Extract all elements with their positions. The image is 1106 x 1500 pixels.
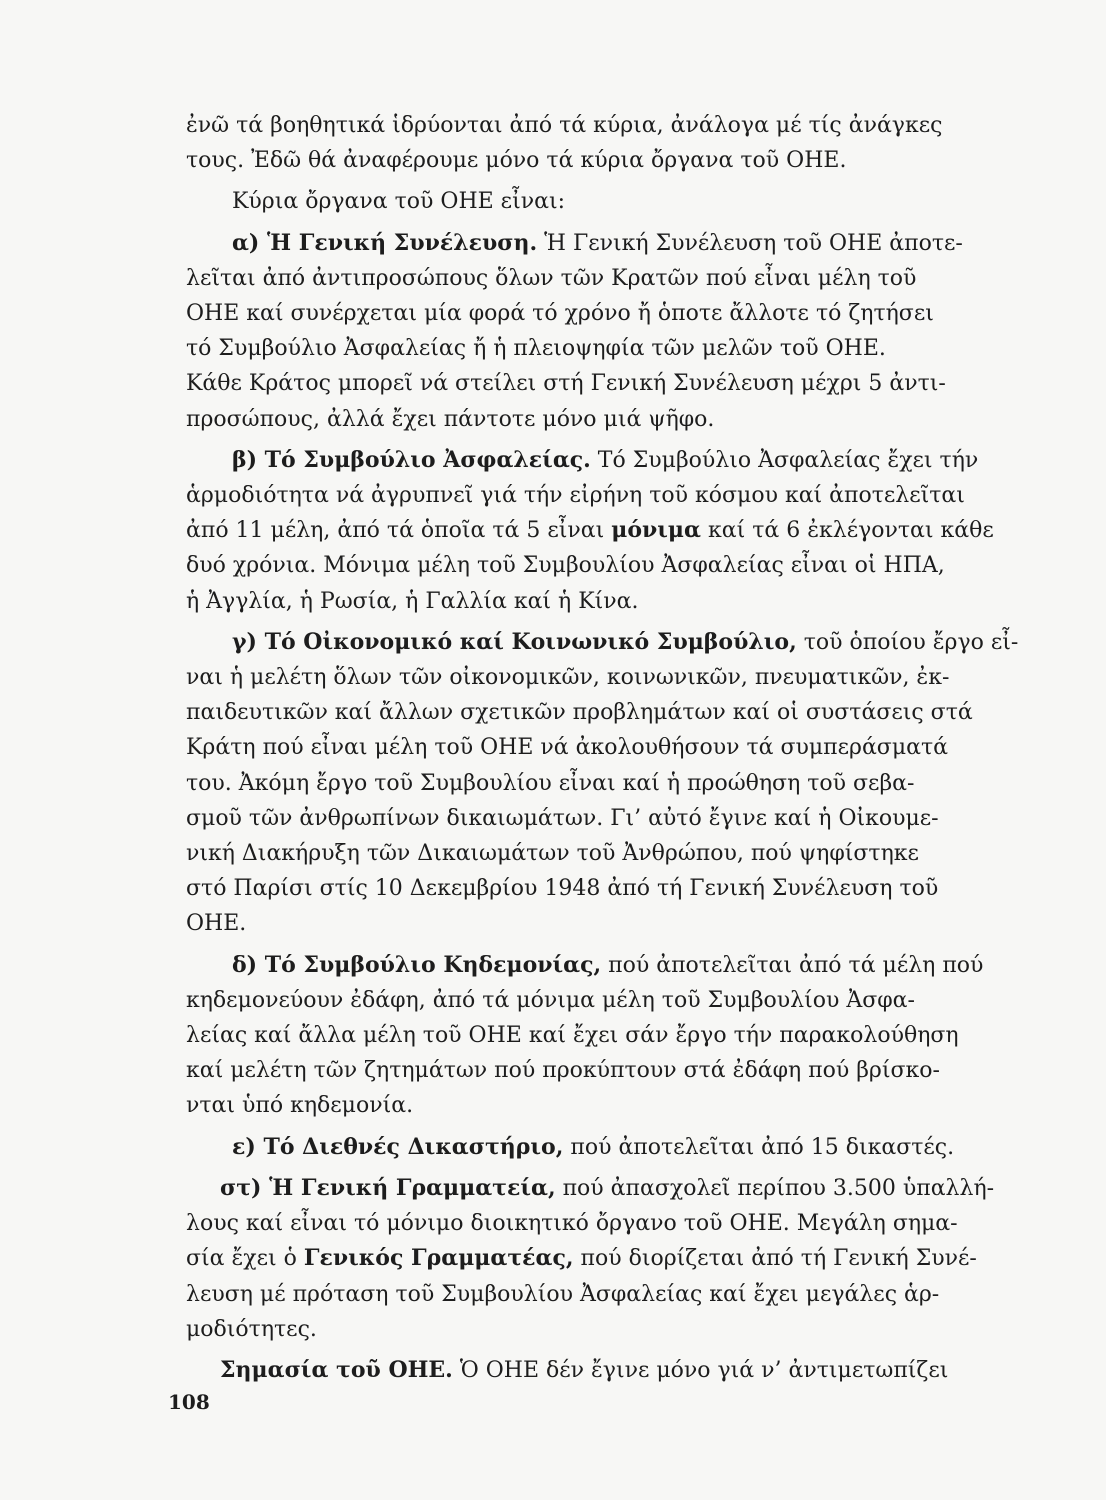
body-text (186, 108, 1026, 1388)
section-heading: Σημασία τοῦ ΟΗΕ. (220, 1356, 453, 1383)
text-line: σμοῦ τῶν ἀνθρωπίνων δικαιωμάτων. Γι’ αὐτό ἔγινε καί ἡ Οἰκουμε- (186, 805, 939, 831)
text-run: τοῦ ὁποίου ἔργο εἶ- (796, 629, 1019, 655)
text-run: πού διορίζεται ἀπό τή Γενική Συνέ- (573, 1246, 977, 1272)
text-line (186, 948, 1026, 983)
text-line: ΟΗΕ. (186, 911, 247, 937)
section-heading: α) Ἡ Γενική Συνέλευση. (232, 229, 538, 256)
text-line: καί μελέτη τῶν ζητημάτων πού προκύπτουν στά ἐδάφη πού βρίσκο- (186, 1058, 940, 1084)
text-line: ἡ Ἀγγλία, ἡ Ρωσία, ἡ Γαλλία καί ἡ Κίνα. (186, 588, 639, 614)
text-line: ἁρμοδιότητα νά ἀγρυπνεῖ γιά τήν εἰρήνη τοῦ κόσμου καί ἀποτελεῖται (186, 483, 965, 509)
text-line: δυό χρόνια. Μόνιμα μέλη τοῦ Συμβουλίου Ἀσφαλείας εἶναι οἱ ΗΠΑ, (186, 553, 945, 579)
text-line: τό Συμβούλιο Ἀσφαλείας ἤ ἡ πλειοψηφία τῶν μελῶν τοῦ ΟΗΕ. (186, 336, 886, 362)
section-heading: στ) Ἡ Γενική Γραμματεία, (220, 1174, 556, 1201)
text-run: πού ἀποτελεῖται ἀπό 15 δικαστές. (563, 1134, 955, 1160)
text-line: ναι ἡ μελέτη ὅλων τῶν οἰκονομικῶν, κοινωνικῶν, πνευματικῶν, ἐκ- (186, 665, 950, 691)
text-run: πού ἀποτελεῖται ἀπό τά μέλη πού (601, 952, 984, 978)
section-heading: δ) Τό Συμβούλιο Κηδεμονίας, (232, 951, 602, 978)
text-line: ἐνῶ τά βοηθητικά ἱδρύονται ἀπό τά κύρια, ἀνάλογα μέ τίς ἀνάγκες (186, 113, 943, 138)
text-line: στό Παρίσι στίς 10 Δεκεμβρίου 1948 ἀπό τή Γενική Συνέλευση τοῦ (186, 876, 939, 902)
text-line (186, 1241, 1026, 1276)
text-line (186, 226, 1026, 261)
text-line: νται ὑπό κηδεμονία. (186, 1093, 414, 1119)
text-line: μοδιότητες. (186, 1316, 317, 1342)
text-line (186, 1130, 1026, 1165)
text-run: Ὁ ΟΗΕ δέν ἔγινε μόνο γιά ν’ ἀντιμετωπίζει (452, 1357, 949, 1383)
text-line: τους. Ἐδῶ θά ἀναφέρουμε μόνο τά κύρια ὄργανα τοῦ ΟΗΕ. (186, 148, 847, 174)
text-line: του. Ἀκόμη ἔργο τοῦ Συμβουλίου εἶναι καί ἡ προώθηση τοῦ σεβα- (186, 770, 915, 796)
section-heading: γ) Τό Οἰκονομικό καί Κοινωνικό Συμβούλιο, (232, 628, 797, 655)
text-line (186, 1171, 1026, 1206)
section-heading: β) Τό Συμβούλιο Ἀσφαλείας. (232, 446, 591, 473)
text-line: λεῖται ἀπό ἀντιπροσώπους ὅλων τῶν Κρατῶν πού εἶναι μέλη τοῦ (186, 265, 917, 291)
page-number: 108 (168, 1390, 210, 1414)
text-line (186, 1353, 1026, 1388)
text-run: Ἡ Γενική Συνέλευση τοῦ ΟΗΕ ἀποτε- (537, 230, 963, 256)
text-run: ἀπό 11 μέλη, ἀπό τά ὁποῖα τά 5 εἶναι (186, 518, 605, 544)
text-line: ΟΗΕ καί συνέρχεται μία φορά τό χρόνο ἤ ὁποτε ἄλλοτε τό ζητήσει (186, 301, 934, 327)
text-line: Κύρια ὄργανα τοῦ ΟΗΕ εἶναι: (232, 189, 565, 215)
bold-term: Γενικός Γραμματέας, (303, 1245, 574, 1272)
text-line (186, 513, 1026, 548)
text-run: Τό Συμβούλιο Ἀσφαλείας ἔχει τήν (590, 447, 979, 473)
text-run: σία ἔχει ὁ (186, 1246, 297, 1272)
text-line: κηδεμονεύουν ἐδάφη, ἀπό τά μόνιμα μέλη τοῦ Συμβουλίου Ἀσφα- (186, 987, 915, 1013)
text-line: Κάθε Κράτος μπορεῖ νά στείλει στή Γενική Συνέλευση μέχρι 5 ἀντι- (186, 371, 946, 397)
text-run: πού ἀπασχολεῖ περίπου 3.500 ὑπαλλή- (555, 1175, 995, 1201)
text-line: λευση μέ πρόταση τοῦ Συμβουλίου Ἀσφαλείας καί ἔχει μεγάλες ἁρ- (186, 1281, 940, 1307)
text-line: παιδευτικῶν καί ἄλλων σχετικῶν προβλημάτων καί οἱ συστάσεις στά (186, 700, 973, 726)
section-heading: ε) Τό Διεθνές Δικαστήριο, (232, 1133, 564, 1160)
text-run: καί τά 6 ἐκλέγονται κάθε (700, 518, 994, 544)
text-line (186, 625, 1026, 660)
text-line: Κράτη πού εἶναι μέλη τοῦ ΟΗΕ νά ἀκολουθήσουν τά συμπεράσματά (186, 735, 949, 761)
text-line: προσώπους, ἀλλά ἔχει πάντοτε μόνο μιά ψῆφο. (186, 406, 715, 432)
text-line: λους καί εἶναι τό μόνιμο διοικητικό ὄργανο τοῦ ΟΗΕ. Μεγάλη σημα- (186, 1211, 958, 1237)
text-line (186, 443, 1026, 478)
text-line: νική Διακήρυξη τῶν Δικαιωμάτων τοῦ Ἀνθρώπου, πού ψηφίστηκε (186, 841, 919, 867)
bold-term: μόνιμα (611, 517, 701, 544)
text-line: λείας καί ἄλλα μέλη τοῦ ΟΗΕ καί ἔχει σάν ἔργο τήν παρακολούθηση (186, 1023, 959, 1049)
